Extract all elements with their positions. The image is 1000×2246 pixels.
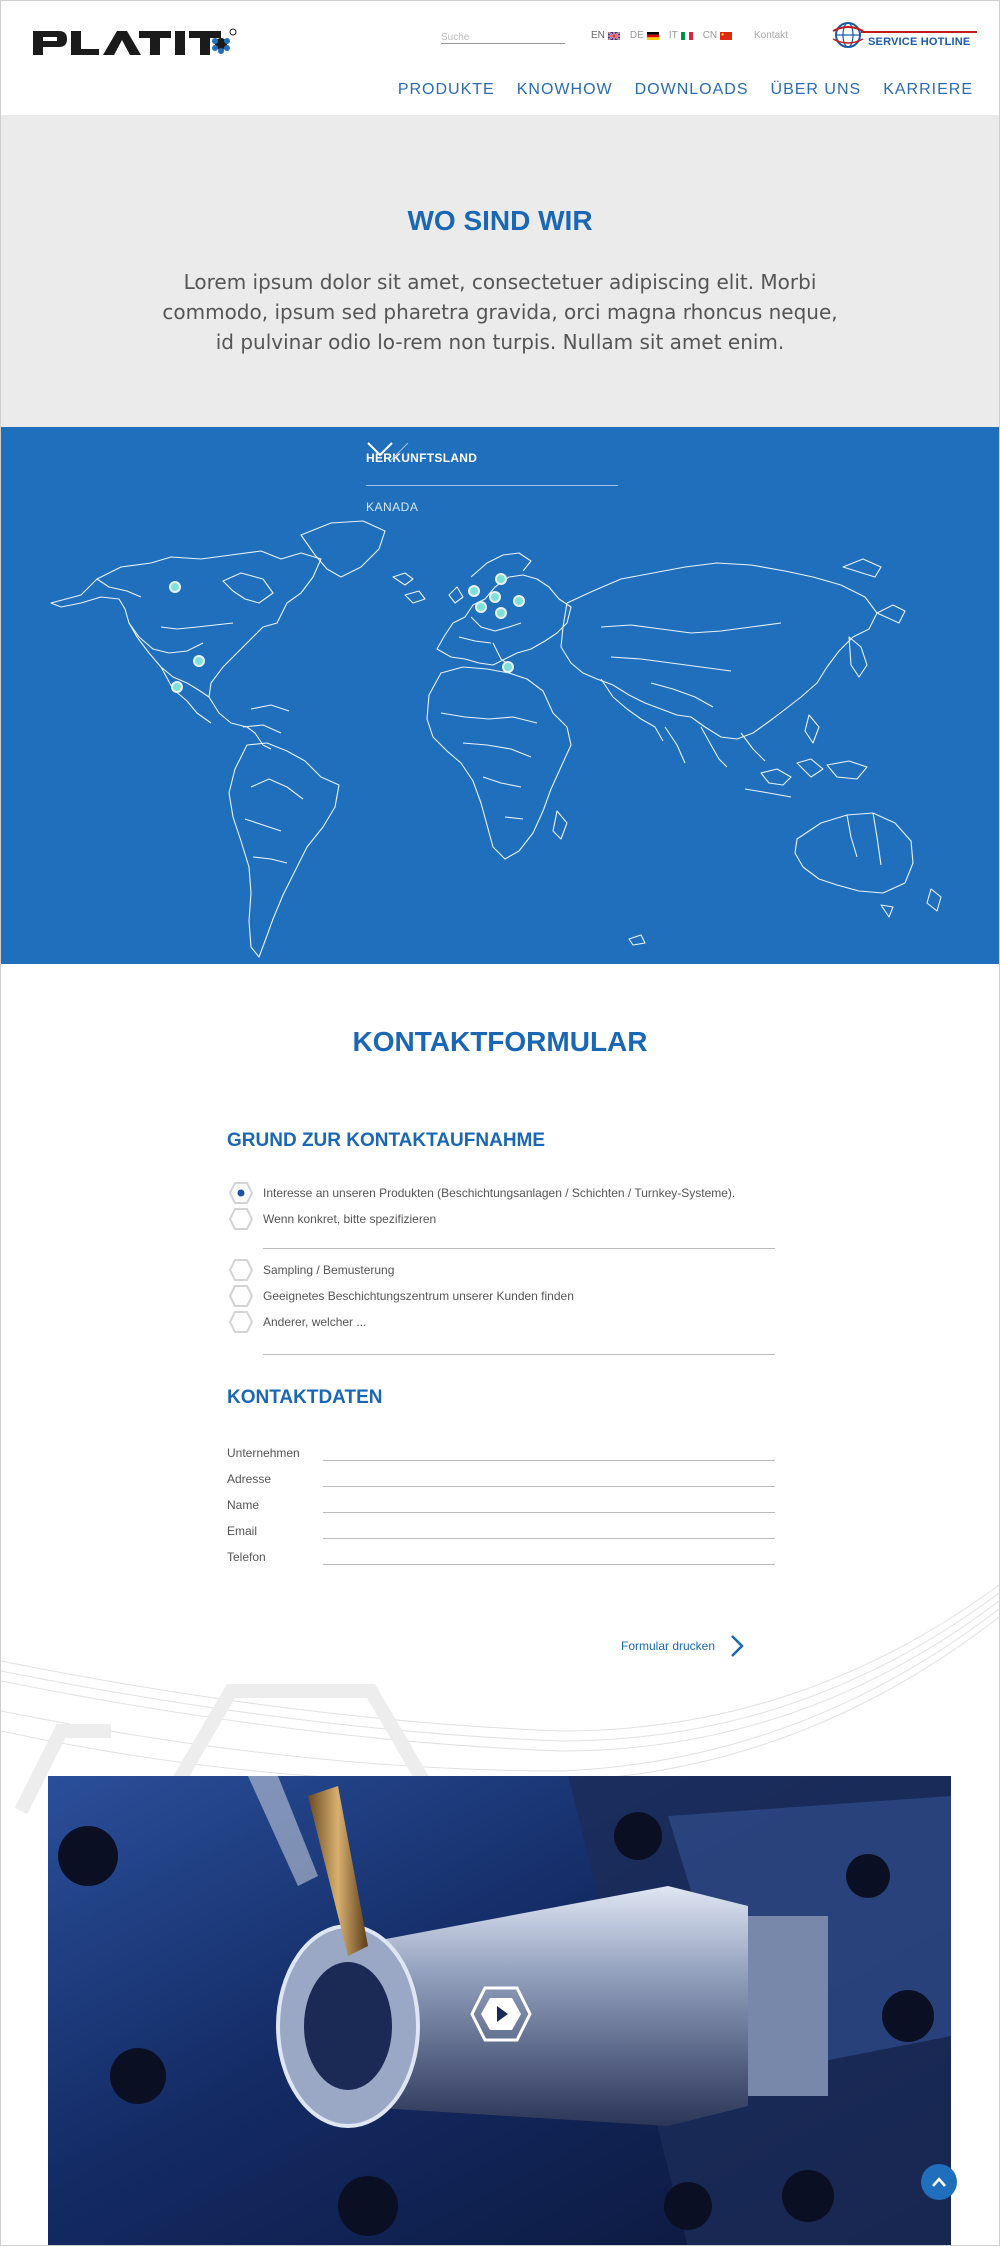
country-select-underline (366, 485, 618, 486)
italian-flag-icon (681, 32, 693, 40)
marker-uk (469, 586, 479, 596)
arrow-up-icon (931, 2176, 947, 2188)
chinese-flag-icon (720, 32, 732, 40)
name-input[interactable] (323, 1496, 775, 1513)
intro-section (1, 115, 999, 427)
europe-outline (437, 575, 571, 665)
reason-option-coating-center[interactable] (229, 1285, 574, 1307)
field-email-label: Email (227, 1524, 258, 1538)
marker-austria (496, 608, 506, 618)
reason-bottom-divider (263, 1354, 775, 1355)
intro-text: Lorem ipsum dolor sit amet, consectetuer adipiscing elit. Morbi commodo, ipsum sed pharetra gravida, orci magna rhoncus neque, id pulvinar odio lo-rem non turpis. Nullam sit amet enim. (162, 270, 838, 354)
south-america-outline (229, 743, 339, 957)
scroll-to-top-button[interactable] (921, 2164, 957, 2200)
country-select-label: HERKUNFTSLAND (366, 451, 478, 465)
chevron-down-icon[interactable] (366, 441, 410, 463)
reason-option-other-label: Anderer, welcher ... (263, 1315, 367, 1329)
phone-input[interactable] (323, 1548, 775, 1565)
reason-option-other[interactable] (229, 1311, 366, 1333)
country-select-value[interactable]: KANADA (366, 500, 419, 514)
africa-outline (427, 667, 571, 859)
main-nav (398, 81, 973, 99)
field-company-label: Unternehmen (227, 1446, 300, 1460)
lang-de-label: DE (629, 30, 644, 41)
intro-title: WO SIND WIR (407, 205, 593, 236)
search-box[interactable] (441, 27, 565, 44)
hexagon-radio-icon[interactable] (229, 1208, 253, 1230)
lang-de[interactable] (630, 30, 659, 41)
nav-ueber-uns[interactable]: ÜBER UNS (770, 81, 862, 98)
world-map-section (1, 427, 999, 964)
field-company (227, 1444, 775, 1462)
north-america-outline (51, 551, 321, 697)
lang-en[interactable] (591, 30, 620, 41)
world-map (1, 427, 999, 964)
email-input[interactable] (323, 1522, 775, 1539)
nav-downloads[interactable]: DOWNLOADS (634, 81, 749, 98)
company-input[interactable] (323, 1444, 775, 1461)
nav-karriere[interactable]: KARRIERE (883, 81, 973, 98)
lang-it-label: IT (668, 30, 678, 41)
reason-divider (263, 1248, 775, 1249)
hexagon-radio-icon[interactable] (229, 1259, 253, 1281)
play-hexagon-icon[interactable] (470, 1986, 532, 2042)
nav-knowhow[interactable]: KNOWHOW (516, 81, 613, 98)
field-name (227, 1496, 775, 1514)
hotline-label: SERVICE HOTLINE (868, 36, 971, 48)
lang-en-label: EN (591, 30, 605, 41)
marker-germany (490, 592, 500, 602)
australia-outline (795, 813, 913, 893)
location-markers (170, 574, 524, 692)
machining-image (48, 1776, 951, 2246)
greenland-outline (301, 521, 385, 577)
contact-data-title: KONTAKTDATEN (227, 1387, 383, 1408)
field-address (227, 1470, 775, 1488)
marker-turkey (503, 662, 513, 672)
field-address-label: Adresse (227, 1472, 272, 1486)
reason-option-coating-center-label: Geeignetes Beschichtungszentrum unserer Kunden finden (263, 1289, 574, 1303)
reason-option-specify-label: Wenn konkret, bitte spezifizieren (263, 1212, 437, 1226)
lang-cn-label: CN (702, 30, 718, 41)
field-phone-label: Telefon (227, 1550, 266, 1564)
reason-option-sampling[interactable] (229, 1259, 394, 1281)
contact-form-title: KONTAKTFORMULAR (352, 1026, 648, 1057)
hexagon-radio-icon[interactable] (229, 1285, 253, 1307)
reason-section-title: GRUND ZUR KONTAKTAUFNAHME (227, 1130, 546, 1151)
asia-outline (561, 563, 877, 739)
service-hotline[interactable] (831, 19, 977, 53)
german-flag-icon (647, 32, 659, 40)
uk-flag-icon (608, 32, 620, 40)
marker-poland (514, 596, 524, 606)
reason-option-products-label: Interesse an unseren Produkten (Beschichtungsanlagen / Schichten / Turnkey-Systeme). (263, 1186, 736, 1200)
print-form-label: Formular drucken (621, 1639, 716, 1653)
nav-produkte[interactable]: PRODUKTE (397, 81, 495, 98)
reason-option-products[interactable] (229, 1182, 735, 1204)
lang-it[interactable] (669, 30, 693, 41)
reason-option-specify[interactable] (229, 1208, 436, 1230)
marker-canada (170, 582, 180, 592)
hexagon-radio-icon[interactable] (229, 1311, 253, 1333)
field-email (227, 1522, 775, 1540)
search-input[interactable] (441, 32, 565, 43)
marker-usa-north (194, 656, 204, 666)
reason-option-sampling-label: Sampling / Bemusterung (263, 1263, 395, 1277)
field-name-label: Name (227, 1498, 260, 1512)
platit-logo[interactable] (33, 27, 237, 57)
marker-switzerland (476, 602, 486, 612)
hotline-underline (861, 31, 977, 33)
service-hotline-globe-icon (831, 19, 865, 53)
site-header (1, 1, 999, 115)
hexagon-radio-icon[interactable] (229, 1182, 253, 1204)
marker-scandinavia (496, 574, 506, 584)
address-input[interactable] (323, 1470, 775, 1487)
field-phone (227, 1548, 775, 1566)
lang-cn[interactable] (703, 30, 732, 41)
country-select[interactable] (366, 441, 638, 514)
kontakt-link[interactable]: Kontakt (754, 30, 788, 41)
language-switcher (591, 30, 732, 41)
marker-usa-south (172, 682, 182, 692)
